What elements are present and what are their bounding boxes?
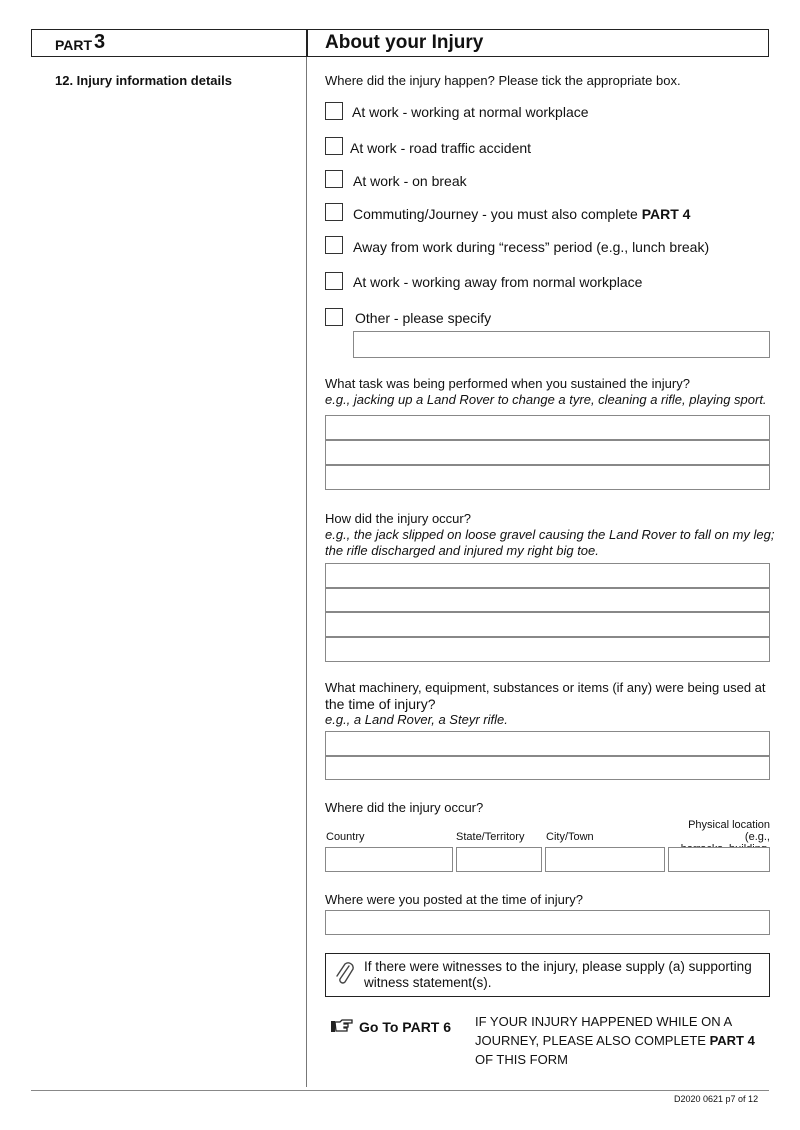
how-field-line-4[interactable] <box>325 637 770 662</box>
other-specify-field[interactable] <box>353 331 770 358</box>
where-happened-question: Where did the injury happen? Please tick the appropriate box. <box>325 73 681 88</box>
physical-location-field[interactable] <box>668 847 770 872</box>
task-example: e.g., jacking up a Land Rover to change a tyre, cleaning a rifle, playing sport. <box>325 392 767 407</box>
how-example-line-1: e.g., the jack slipped on loose gravel causing the Land Rover to fall on my leg; <box>325 527 775 542</box>
how-question: How did the injury occur? <box>325 511 471 526</box>
city-label: City/Town <box>546 831 594 843</box>
section-label: 12. Injury information details <box>55 73 232 88</box>
checkbox-on-break[interactable] <box>325 170 343 188</box>
country-label: Country <box>326 831 365 843</box>
paperclip-icon <box>334 960 356 988</box>
task-field-line-1[interactable] <box>325 415 770 440</box>
footer-rule <box>31 1090 769 1091</box>
footer-page-ref: D2020 0621 p7 of 12 <box>674 1094 759 1104</box>
machinery-field-line-1[interactable] <box>325 731 770 756</box>
checkbox-label-normal-workplace: At work - working at normal workplace <box>352 104 589 120</box>
city-field[interactable] <box>545 847 665 872</box>
task-question: What task was being performed when you sustained the injury? <box>325 376 690 391</box>
goto-part-6-label: Go To PART 6 <box>359 1019 452 1035</box>
country-field[interactable] <box>325 847 453 872</box>
how-field-line-2[interactable] <box>325 588 770 612</box>
posted-question: Where were you posted at the time of injury? <box>325 892 583 907</box>
state-field[interactable] <box>456 847 542 872</box>
checkbox-label-road-traffic: At work - road traffic accident <box>350 140 532 156</box>
checkbox-commuting[interactable] <box>325 203 343 221</box>
header-divider <box>306 29 308 57</box>
witness-notice-text: If there were witnesses to the injury, please supply (a) supporting witness statement(s). <box>364 959 752 990</box>
checkbox-label-other: Other - please specify <box>355 310 492 326</box>
checkbox-away-workplace[interactable] <box>325 272 343 290</box>
checkbox-road-traffic[interactable] <box>325 137 343 155</box>
posted-field[interactable] <box>325 910 770 935</box>
machinery-example: e.g., a Land Rover, a Steyr rifle. <box>325 712 508 727</box>
how-example-line-2: the rifle discharged and injured my right big toe. <box>325 543 599 558</box>
checkbox-label-away-workplace: At work - working away from normal workplace <box>353 274 643 290</box>
witness-notice <box>325 953 770 997</box>
state-label: State/Territory <box>456 831 525 843</box>
machinery-field-line-2[interactable] <box>325 756 770 780</box>
machinery-question-block <box>325 680 766 728</box>
where-occur-question: Where did the injury occur? <box>325 800 484 815</box>
physical-location-label: Physical location (e.g., <box>688 819 770 843</box>
checkbox-label-recess: Away from work during “recess” period (e.g., lunch break) <box>353 239 710 255</box>
checkbox-recess[interactable] <box>325 236 343 254</box>
checkbox-other[interactable] <box>325 308 343 326</box>
task-question-block <box>325 376 767 408</box>
journey-note: IF YOUR INJURY HAPPENED WHILE ON A JOURNEY, PLEASE ALSO COMPLETE PART 4 OF THIS FORM <box>475 1014 755 1067</box>
part-number: 3 <box>94 31 106 53</box>
how-field-line-1[interactable] <box>325 563 770 588</box>
part-word: PART <box>55 37 93 53</box>
checkbox-normal-workplace[interactable] <box>325 102 343 120</box>
machinery-question-line-1: What machinery, equipment, substances or items (if any) were being used at <box>325 680 766 695</box>
machinery-question-line-2: the time of injury? <box>325 696 436 712</box>
task-field-line-2[interactable] <box>325 440 770 465</box>
how-field-line-3[interactable] <box>325 612 770 637</box>
task-field-line-3[interactable] <box>325 465 770 490</box>
checkbox-label-on-break: At work - on break <box>353 173 467 189</box>
part-4-ref: PART 4 <box>641 206 691 222</box>
checkbox-label-commuting: Commuting/Journey - you must also complete PART 4 <box>353 206 691 222</box>
page-title: About your Injury <box>325 32 484 53</box>
how-question-block <box>325 511 775 559</box>
pointing-hand-icon <box>330 1018 354 1034</box>
column-divider <box>306 57 307 1087</box>
